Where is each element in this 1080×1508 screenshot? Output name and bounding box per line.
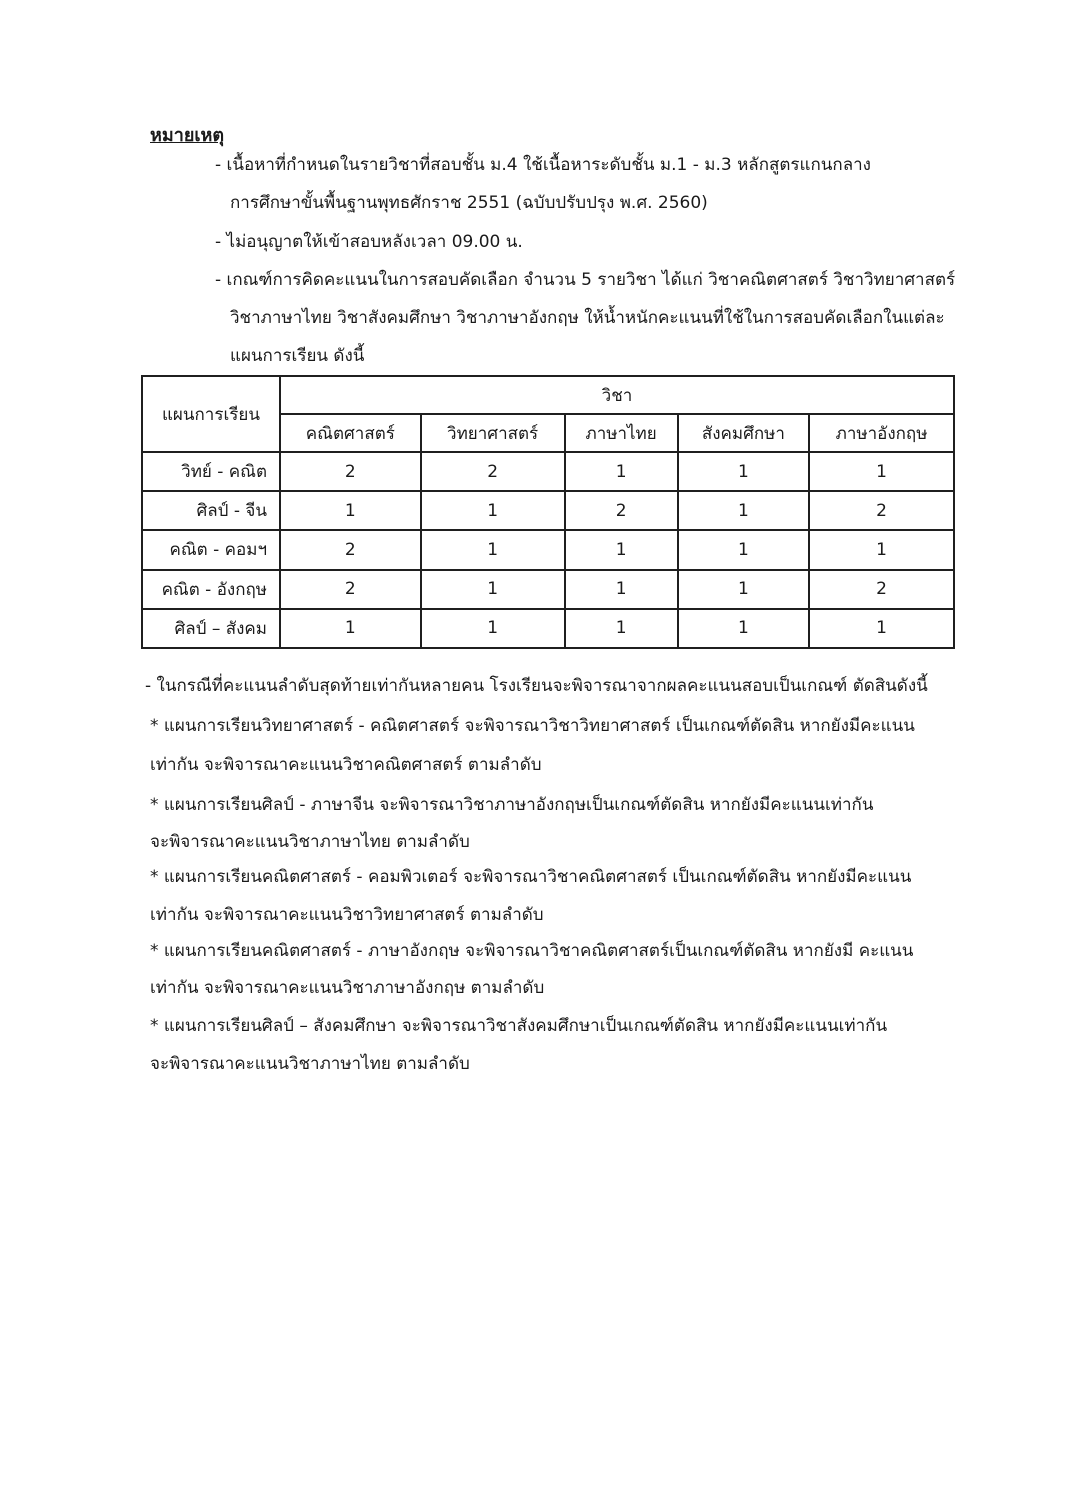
weight-cell: 1 <box>809 609 954 648</box>
weight-cell: 1 <box>421 609 565 648</box>
tiebreak-line: เท่ากัน จะพิจารณาคะแนนวิชาภาษาอังกฤษ ตามลำดับ <box>150 978 545 998</box>
weight-cell: 1 <box>421 491 565 530</box>
tiebreak-line: - ในกรณีที่คะแนนลำดับสุดท้ายเท่ากันหลายคน โรงเรียนจะพิจารณาจากผลคะแนนสอบเป็นเกณฑ์ ตัดสินดังนี้ <box>145 676 928 696</box>
weight-cell: 1 <box>280 491 421 530</box>
plan-cell: คณิต - อังกฤษ <box>142 570 280 609</box>
subject-cell: ภาษาอังกฤษ <box>809 414 954 452</box>
weight-cell: 1 <box>678 609 809 648</box>
plan-cell: วิทย์ - คณิต <box>142 452 280 491</box>
weight-cell: 1 <box>678 491 809 530</box>
weight-cell: 1 <box>565 609 678 648</box>
tiebreak-line: * แผนการเรียนศิลป์ – สังคมศึกษา จะพิจารณาวิชาสังคมศึกษาเป็นเกณฑ์ตัดสิน หากยังมีคะแนนเท่ากัน <box>150 1016 888 1036</box>
note-line: - เกณฑ์การคิดคะแนนในการสอบคัดเลือก จำนวน 5 รายวิชา ได้แก่ วิชาคณิตศาสตร์ วิชาวิทยาศาสตร์ <box>215 270 956 290</box>
weight-cell: 2 <box>809 570 954 609</box>
table-row <box>142 609 954 648</box>
weight-cell: 1 <box>421 530 565 569</box>
plan-cell: คณิต - คอมฯ <box>142 530 280 569</box>
plan-cell: ศิลป์ – สังคม <box>142 609 280 648</box>
note-line: การศึกษาขั้นพื้นฐานพุทธศักราช 2551 (ฉบับปรับปรุง พ.ศ. 2560) <box>230 193 708 213</box>
plan-header: แผนการเรียน <box>142 376 280 452</box>
tiebreak-line: * แผนการเรียนศิลป์ - ภาษาจีน จะพิจารณาวิชาภาษาอังกฤษเป็นเกณฑ์ตัดสิน หากยังมีคะแนนเท่ากัน <box>150 795 874 815</box>
weight-cell: 2 <box>280 570 421 609</box>
weight-cell: 1 <box>678 530 809 569</box>
weight-cell: 1 <box>809 530 954 569</box>
subject-cell: สังคมศึกษา <box>678 414 809 452</box>
tiebreak-line: * แผนการเรียนวิทยาศาสตร์ - คณิตศาสตร์ จะพิจารณาวิชาวิทยาศาสตร์ เป็นเกณฑ์ตัดสิน หากยังมีคะแนน <box>150 716 915 736</box>
tiebreak-line: เท่ากัน จะพิจารณาคะแนนวิชาวิทยาศาสตร์ ตามลำดับ <box>150 905 544 925</box>
weight-cell: 1 <box>809 452 954 491</box>
tiebreak-line: * แผนการเรียนคณิตศาสตร์ - คอมพิวเตอร์ จะพิจารณาวิชาคณิตศาสตร์ เป็นเกณฑ์ตัดสิน หากยังมีคะแนน <box>150 867 912 887</box>
note-line: - ไม่อนุญาตให้เข้าสอบหลังเวลา 09.00 น. <box>215 232 523 252</box>
note-line: - เนื้อหาที่กำหนดในรายวิชาที่สอบชั้น ม.4 ใช้เนื้อหาระดับชั้น ม.1 - ม.3 หลักสูตรแกนกลาง <box>215 155 871 175</box>
table-header-row <box>142 376 954 414</box>
note-heading: หมายเหตุ <box>150 125 225 146</box>
weight-cell: 1 <box>565 570 678 609</box>
weight-cell: 1 <box>678 452 809 491</box>
weight-cell: 2 <box>280 452 421 491</box>
weight-table <box>141 375 955 649</box>
weight-cell: 2 <box>809 491 954 530</box>
weight-cell: 2 <box>280 530 421 569</box>
weight-cell: 1 <box>565 452 678 491</box>
subject-cell: คณิตศาสตร์ <box>280 414 421 452</box>
subject-header: วิชา <box>280 376 954 414</box>
note-line: แผนการเรียน ดังนี้ <box>230 346 365 366</box>
tiebreak-line: เท่ากัน จะพิจารณาคะแนนวิชาคณิตศาสตร์ ตามลำดับ <box>150 755 542 775</box>
weight-cell: 1 <box>421 570 565 609</box>
tiebreak-line: * แผนการเรียนคณิตศาสตร์ - ภาษาอังกฤษ จะพิจารณาวิชาคณิตศาสตร์เป็นเกณฑ์ตัดสิน หากยังมี คะแนน <box>150 941 914 961</box>
table-row <box>142 570 954 609</box>
plan-cell: ศิลป์ - จีน <box>142 491 280 530</box>
weight-cell: 2 <box>421 452 565 491</box>
subject-cell: ภาษาไทย <box>565 414 678 452</box>
weight-cell: 2 <box>565 491 678 530</box>
tiebreak-line: จะพิจารณาคะแนนวิชาภาษาไทย ตามลำดับ <box>150 832 470 852</box>
weight-cell: 1 <box>565 530 678 569</box>
weight-cell: 1 <box>280 609 421 648</box>
table-row <box>142 530 954 569</box>
subject-cell: วิทยาศาสตร์ <box>421 414 565 452</box>
table-row <box>142 452 954 491</box>
note-line: วิชาภาษาไทย วิชาสังคมศึกษา วิชาภาษาอังกฤษ ให้น้ำหนักคะแนนที่ใช้ในการสอบคัดเลือกในแต่ละ <box>230 308 945 328</box>
tiebreak-line: จะพิจารณาคะแนนวิชาภาษาไทย ตามลำดับ <box>150 1054 470 1074</box>
table-row <box>142 491 954 530</box>
weight-cell: 1 <box>678 570 809 609</box>
